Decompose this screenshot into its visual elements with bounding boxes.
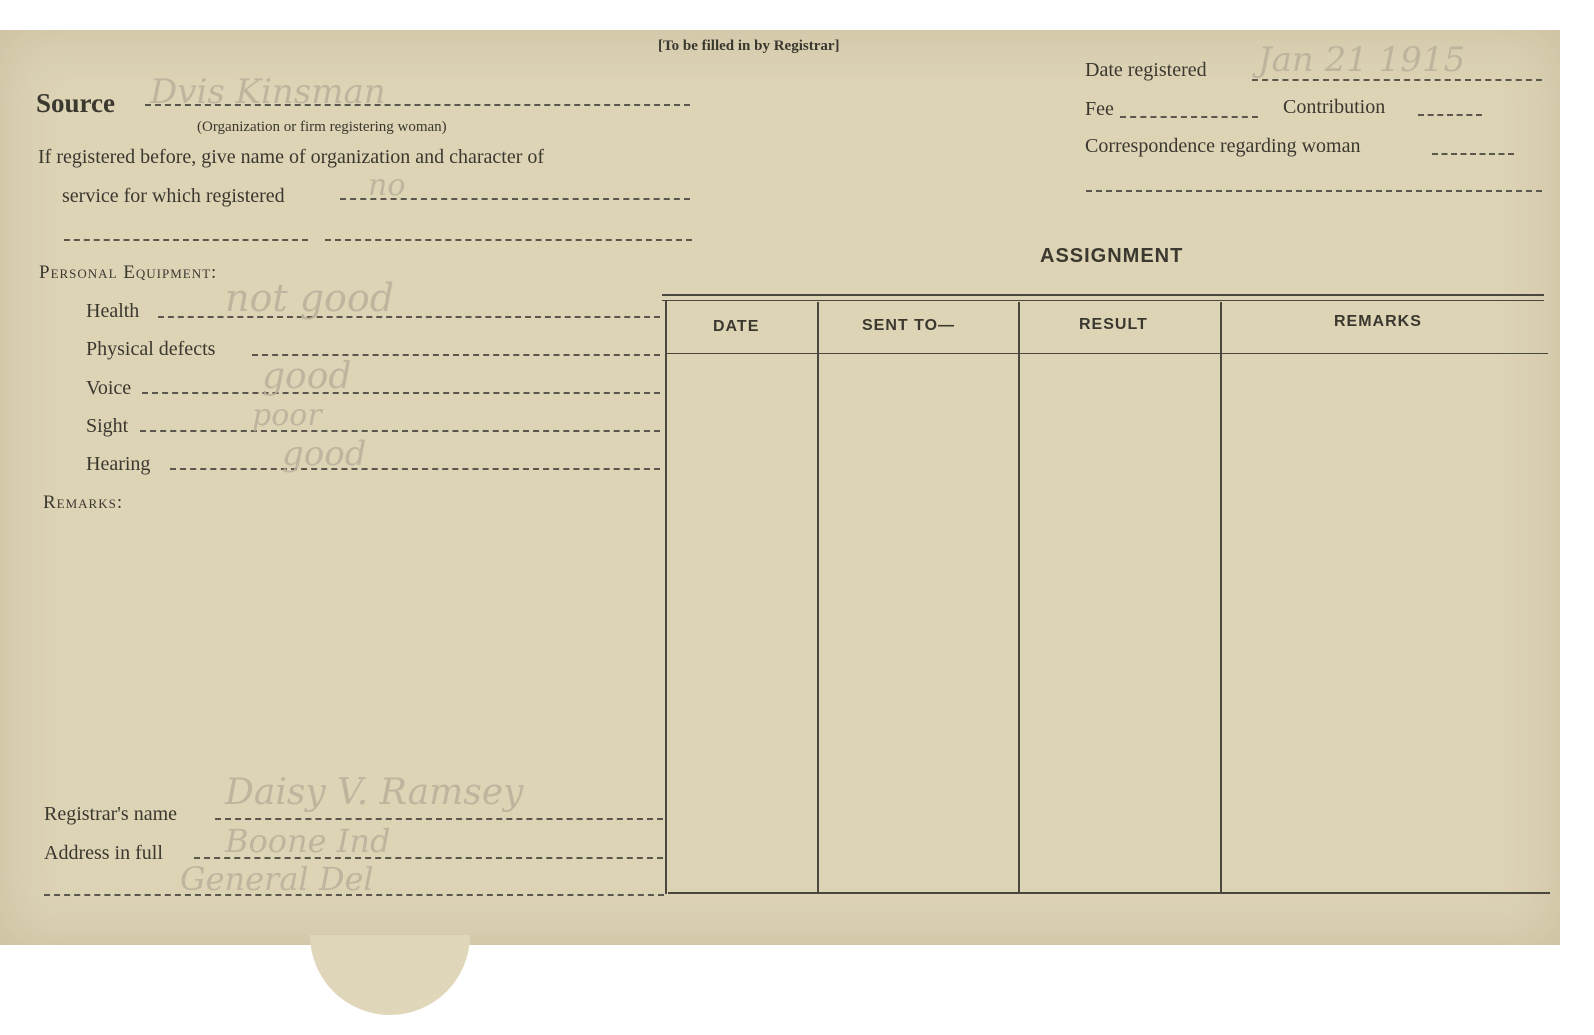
contribution-line bbox=[1418, 114, 1482, 116]
hearing-value: good bbox=[282, 434, 367, 474]
assignment-col-date: DATE bbox=[713, 318, 760, 335]
remarks-label: Remarks: bbox=[43, 492, 124, 513]
fee-label: Fee bbox=[1085, 98, 1114, 120]
sight-label: Sight bbox=[86, 415, 129, 437]
date-registered-label: Date registered bbox=[1085, 59, 1207, 81]
assignment-top-rule bbox=[662, 294, 1544, 296]
source-label: Source bbox=[36, 88, 115, 118]
assignment-col-divider-0 bbox=[665, 300, 667, 894]
personal-equipment-heading: Personal Equipment: bbox=[39, 262, 218, 283]
registrar-name-label: Registrar's name bbox=[44, 803, 178, 825]
registrar-note: [To be filled in by Registrar] bbox=[658, 38, 840, 54]
sight-value: poor bbox=[252, 398, 322, 433]
registered-before-line2: service for which registered bbox=[62, 185, 285, 207]
registered-before-extra-line-b bbox=[325, 239, 692, 241]
assignment-col-result: RESULT bbox=[1079, 316, 1148, 333]
hearing-label: Hearing bbox=[86, 453, 151, 475]
assignment-title: ASSIGNMENT bbox=[1040, 245, 1184, 267]
registrar-name-line bbox=[215, 818, 663, 820]
registrar-name-value: Daisy V. Ramsey bbox=[225, 772, 524, 813]
correspondence-extra-line bbox=[1086, 190, 1542, 192]
registered-before-extra-line-a bbox=[64, 239, 308, 241]
assignment-col-sent-to: SENT TO— bbox=[862, 317, 956, 334]
health-label: Health bbox=[86, 300, 140, 322]
voice-line bbox=[142, 392, 660, 394]
assignment-top-rule-2 bbox=[662, 300, 1544, 301]
address-value-line2: General Del bbox=[180, 860, 374, 898]
registered-before-handwritten: no bbox=[368, 168, 406, 203]
assignment-col-remarks: REMARKS bbox=[1334, 313, 1422, 330]
assignment-col-divider-3 bbox=[1220, 302, 1222, 894]
date-registered-value: Jan 21 1915 bbox=[1258, 40, 1466, 80]
registered-before-line1: If registered before, give name of organization and character of bbox=[38, 146, 545, 168]
physical-defects-label: Physical defects bbox=[86, 338, 216, 360]
source-handwritten: Dvis Kinsman bbox=[150, 72, 386, 112]
correspondence-label: Correspondence regarding woman bbox=[1085, 135, 1361, 157]
correspondence-line bbox=[1432, 153, 1514, 155]
contribution-label: Contribution bbox=[1283, 96, 1386, 118]
assignment-header-rule bbox=[666, 353, 1548, 354]
assignment-bottom-rule bbox=[668, 892, 1550, 894]
hearing-line bbox=[170, 468, 660, 470]
card-tab bbox=[310, 935, 470, 1015]
voice-value: good bbox=[262, 356, 352, 397]
fee-line bbox=[1120, 116, 1258, 118]
address-value-line1: Boone Ind bbox=[225, 822, 391, 860]
assignment-col-divider-1 bbox=[817, 302, 819, 894]
sight-line bbox=[140, 430, 660, 432]
voice-label: Voice bbox=[86, 377, 132, 399]
health-value: not good bbox=[225, 276, 395, 320]
assignment-col-divider-2 bbox=[1018, 302, 1020, 894]
address-label: Address in full bbox=[44, 842, 163, 864]
source-caption: (Organization or firm registering woman) bbox=[197, 119, 447, 135]
